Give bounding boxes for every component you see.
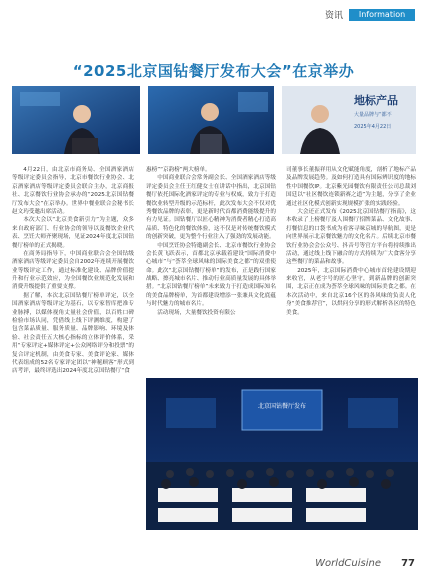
paragraph: 司董事长董振祥用从文化赋能角度，剖析了地标产品及品牌发展趋势。及如何打造具有国际辨识度的地标性中国餐饮IP。北京紫光园餐饮有限责任公司总裁刘国廷以“社区餐饮连锁新赛之道”为主题，分享了企业通过社区化模式创新实现规模扩张的实践经验。 <box>286 167 416 207</box>
paragraph: 中国烹饪协会特邀副会长、北京市餐饮行业协会会长黄飞跃表示，首都北京承载着建设“国际消费中心城市”与“荟萃全球风味的国际美食之都”的双重使命。此次“北京国钻餐厅榜单”的发布，正是践行国家战略、擦亮城市名片、推动行业高质量发展的具体举措。“北京国钻餐厅榜单”未来致力于打造成国际知名的美食品牌榜单，为首都建设增添一张兼具文化底蕴与时代魅力的城市名片。 <box>146 242 276 308</box>
photo-stage <box>146 378 418 530</box>
banner-date: 2025年4月22日 <box>354 124 392 130</box>
paragraph: 本次大会以“北京美食新引力”为主题，众多来自政府部门、行业协会的领导以及餐饮企业代表、烹饪大师齐聚现场，见证2024年度北京国钻餐厅榜单的正式揭晓。 <box>12 217 134 249</box>
photo-speaker-3 <box>282 86 416 154</box>
paragraph: 惠榜”“京韵榜”两大榜单。 <box>146 167 211 173</box>
paragraph: 大会还正式发布《2025北京国钻餐厅指南》，这本收录了上榜餐厅及人围餐厅招牌菜品、文化故事、打餐信息的口袋书成为看客寻味京城的导航图，更是向世界展示北京餐饮魅力的文化名片。后续北京市餐饮行业协会会公众号、抖音号等官方平台将持续推出活动，通过线上线下融合的方式持续为广大食客分享这些餐厅的菜品和故事。 <box>286 208 416 266</box>
banner-sub: 大量品牌与“都不 <box>354 112 392 118</box>
magazine-name: WorldCuisine <box>315 558 381 569</box>
banner-text: 地标产品 <box>354 94 398 107</box>
photo-speaker-1 <box>12 86 140 154</box>
article-title: “2025北京国钻餐厅发布大会”在京举办 <box>72 62 355 80</box>
article-column-2 <box>146 166 276 366</box>
paragraph: 2025年，北京国际消费中心城市首轮建设期迎来收官，从老字号的匠心坚守，到新品牌的创新突围，北京正在成为荟萃全球风味的国际美食之都。在本次活动中，来自北京16个区的各风味的负责人化身“美食推荐官”，以烘问分享的形式解析各区的特色美食。 <box>286 267 416 316</box>
paragraph: 中国商业联合会常务副会长、全国酒家酒店等级评定委员会主任王红健女士在讲话中指出，北京国钻餐厅依托国际化酒家评定的专业与权威，致力于打造餐饮业转型升级的示范标杆，此次发布大会不仅对优秀餐饮品牌的表彰，更是新时代首都消费能级提升的有力见证。国钻餐厅以匠心精神为消费者精心打造高品质、特色化的餐饮体验，这不仅是对传统餐饮模式的创新突破，更为整个行业注入了强劲的发展动能。 <box>146 175 276 241</box>
section-tag: Information <box>349 9 415 21</box>
stage-screen-text: 北京国钻餐厅发布 <box>257 403 307 410</box>
paragraph: 4月22日，由北京市商务局、全国酒家酒店等级评定委员会指导，北京市餐饮行业协会、北京酒家酒店等级评定委员会联合主办，北京商报社、北京餐饮行业协会承办的“2025北京国钻餐厅发布大会”在京举办。世界中餐业联合会秘书长赵文玙受邀出席活动。 <box>12 167 134 215</box>
article-column-1 <box>12 166 134 466</box>
page-number: 77 <box>401 558 415 569</box>
section-label: 资讯 <box>324 11 343 21</box>
page-header <box>0 4 427 20</box>
paragraph: 在商务局指导下，中国商业联合会全国钻级酒家酒店等级评定委员会自2002年连续开展餐饮业等级评定工作，通过标准化建设、品牌价值提升和行业示范效应，为全国餐饮业规范化发展和消费升级提供了重要支撑。 <box>12 250 134 291</box>
paragraph: 活动现场，大量餐饮投资有限公 <box>157 309 236 316</box>
article-column-3 <box>286 166 416 366</box>
photo-speaker-2 <box>148 86 274 154</box>
paragraph: 据了解，本次北京国钻餐厅榜单评定，以全国酒家酒店等级评定为基石，以专家智库把准专业脉搏，以媒体视角丈量社会价值，以百姓口碑检验市场认同，凭借线上线下评测维度，构建了包含菜品质量、服务质量、品牌影响、环境及体验、社会责任五大核心指标的立体评价体系，采用“专家评定+媒体评定+公众网络评分和投票”的复合评定机制，由美食专家、美食评论家、媒体代表组成的52名专家评定团以“神秘顾客”形式到店考评，最终评选出2024年度北京国钻餐厅“食 <box>12 292 134 375</box>
